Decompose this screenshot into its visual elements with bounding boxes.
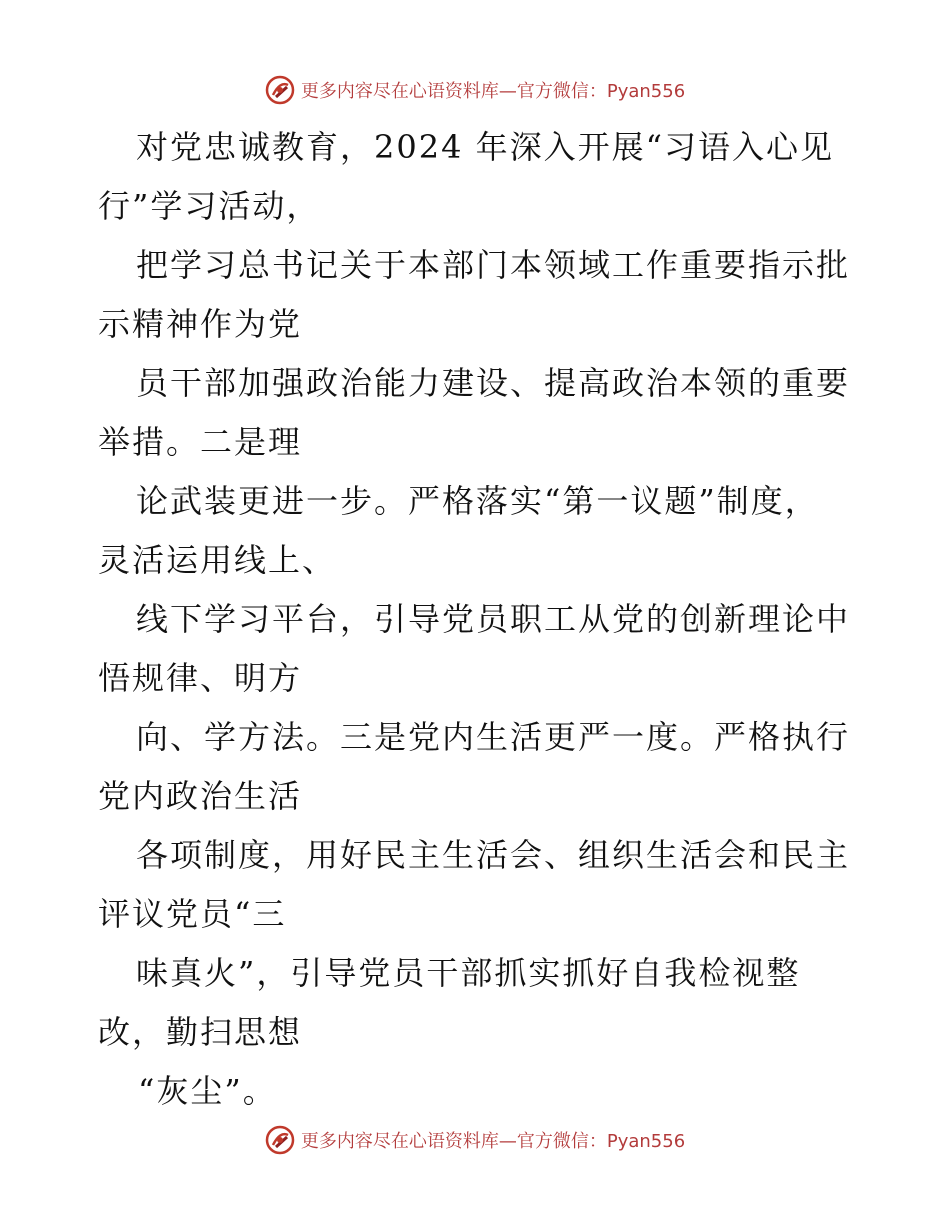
logo-icon bbox=[265, 1125, 295, 1155]
text-line: 对党忠诚教育，2024 年深入开展“习语入心见 bbox=[136, 128, 834, 166]
banner bbox=[265, 1125, 685, 1155]
text-line: 评议党员“三 bbox=[98, 895, 287, 933]
banner-text: 更多内容尽在心语资料库—官方微信：Pyan556 bbox=[300, 1131, 686, 1152]
text-line: 党内政治生活 bbox=[98, 777, 303, 815]
text-line: 改，勤扫思想 bbox=[98, 1013, 303, 1051]
text-line: 把学习总书记关于本部门本领域工作重要指示批 bbox=[136, 246, 851, 284]
text-line: 线下学习平台，引导党员职工从党的创新理论中 bbox=[136, 600, 851, 638]
text-line: “灰尘”。 bbox=[138, 1072, 277, 1110]
banner-text: 更多内容尽在心语资料库—官方微信：Pyan556 bbox=[300, 81, 686, 102]
banner bbox=[265, 75, 685, 105]
text-line: 示精神作为党 bbox=[98, 305, 303, 343]
text-line: 员干部加强政治能力建设、提高政治本领的重要 bbox=[136, 364, 851, 402]
text-line: 悟规律、明方 bbox=[98, 659, 303, 697]
document-body bbox=[98, 118, 858, 1121]
text-line: 各项制度，用好民主生活会、组织生活会和民主 bbox=[136, 836, 851, 874]
logo-icon bbox=[265, 75, 295, 105]
header-banner bbox=[0, 70, 950, 110]
text-line: 举措。二是理 bbox=[98, 423, 303, 461]
text-line: 灵活运用线上、 bbox=[98, 541, 337, 579]
text-line: 行”学习活动， bbox=[98, 187, 321, 225]
text-line: 论武装更进一步。严格落实“第一议题”制度， bbox=[136, 482, 819, 520]
text-line: 向、学方法。三是党内生活更严一度。严格执行 bbox=[136, 718, 851, 756]
text-line: 味真火”，引导党员干部抓实抓好自我检视整 bbox=[136, 954, 801, 992]
footer-banner bbox=[0, 1120, 950, 1160]
